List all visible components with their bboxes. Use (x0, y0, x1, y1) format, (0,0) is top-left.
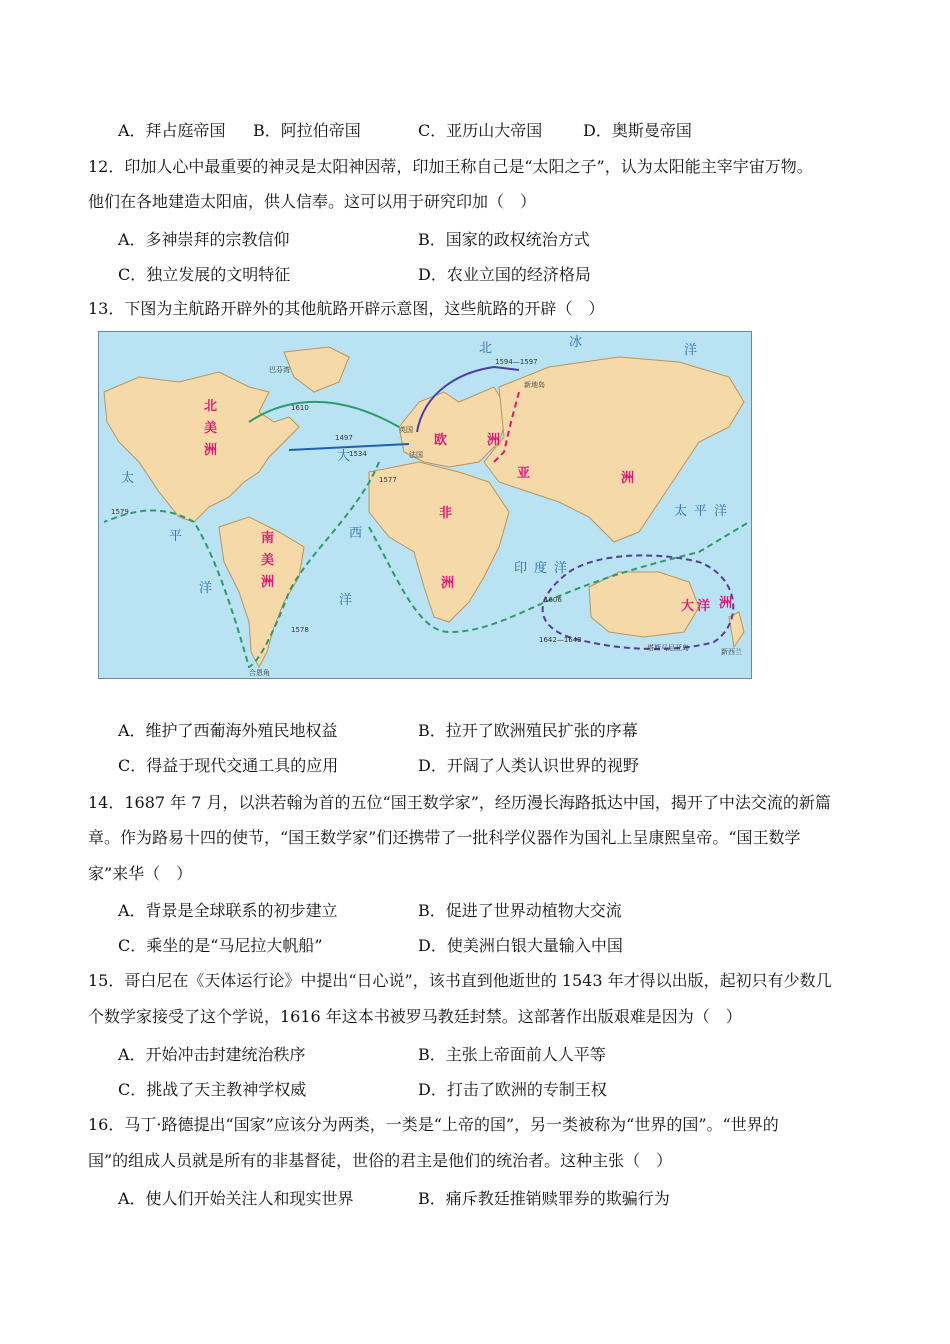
label-asia-1: 亚 (517, 466, 531, 481)
q12-option-a: A．多神崇拜的宗教信仰 (118, 230, 290, 249)
q16-stem-line2: 国”的组成人员就是所有的非基督徒，世俗的君主是他们的统治者。这种主张（ ） (88, 1151, 673, 1170)
label-year-1579: 1579 (111, 508, 129, 516)
q13-option-c: C．得益于现代交通工具的应用 (118, 756, 339, 775)
q11-option-a: A．拜占庭帝国 (118, 121, 226, 140)
label-north-america-3: 洲 (204, 443, 218, 458)
label-year-1497: 1497 (335, 434, 353, 442)
label-pacific-right-3: 洋 (714, 504, 728, 519)
label-england: 英国 (399, 426, 413, 434)
label-atlantic-1: 大 (337, 449, 351, 464)
greenland-shape (284, 347, 349, 392)
label-year-1610: 1610 (291, 404, 309, 412)
africa-shape (369, 462, 509, 622)
q15-option-d: D．打击了欧洲的专制王权 (418, 1080, 607, 1099)
label-pacific-left-1: 太 (121, 471, 135, 486)
voyage-map (98, 331, 752, 679)
label-year-1642: 1642—1643 (539, 636, 582, 644)
label-indian-3: 洋 (554, 561, 568, 576)
label-year-1577: 1577 (379, 476, 397, 484)
label-cape-horn: 合恩角 (249, 669, 270, 677)
label-north-america-2: 美 (204, 421, 218, 436)
label-tasmania: 塔斯马尼亚岛 (647, 644, 689, 652)
q15-stem-line1: 15．哥白尼在《天体运行论》中提出“日心说”，该书直到他逝世的 1543 年才得以出版，起初只有少数几 (88, 971, 832, 990)
q12-option-d: D．农业立国的经济格局 (418, 265, 591, 284)
label-france: 法国 (409, 451, 423, 459)
q14-stem-line3: 家”来华（ ） (88, 864, 193, 883)
label-year-1578: 1578 (291, 626, 309, 634)
label-oceania-1: 大 (681, 599, 695, 614)
q11-option-d: D．奥斯曼帝国 (583, 121, 692, 140)
q13-option-b: B．拉开了欧洲殖民扩张的序幕 (418, 721, 638, 740)
label-south-america-2: 美 (261, 553, 275, 568)
label-north-america-1: 北 (204, 399, 218, 414)
label-baffin-bay: 巴芬湾 (269, 366, 290, 374)
label-africa-1: 非 (439, 506, 453, 521)
label-indian-2: 度 (534, 561, 548, 576)
q16-stem-line1: 16．马丁·路德提出“国家”应该分为两类，一类是“上帝的国”，另一类被称为“世界的国”。“世界的 (88, 1115, 779, 1134)
q13-stem: 13．下图为主航路开辟外的其他航路开辟示意图，这些航路的开辟（ ） (88, 299, 605, 318)
label-arctic-3: 洋 (684, 343, 698, 358)
label-year-1534: 1534 (349, 450, 367, 458)
q15-option-b: B．主张上帝面前人人平等 (418, 1045, 606, 1064)
q12-stem-line2: 他们在各地建造太阳庙，供人信奉。这可以用于研究印加（ ） (88, 192, 537, 211)
q14-stem-line2: 章。作为路易十四的使节，“国王数学家”们还携带了一批科学仪器作为国礼上呈康熙皇帝。“国王数学 (88, 828, 801, 847)
label-indian-1: 印 (514, 561, 528, 576)
q11-option-b: B．阿拉伯帝国 (253, 121, 361, 140)
label-south-america-3: 洲 (261, 575, 275, 590)
label-pacific-right-2: 平 (694, 504, 708, 519)
q15-option-c: C．挑战了天主教神学权威 (118, 1080, 307, 1099)
q13-option-d: D．开阔了人类认识世界的视野 (418, 756, 639, 775)
label-pacific-left-2: 平 (169, 529, 183, 544)
label-atlantic-2: 西 (349, 526, 363, 541)
world-map-svg (99, 332, 751, 678)
label-year-1606: 1606 (544, 596, 562, 604)
label-south-america-1: 南 (261, 531, 275, 546)
label-new-zealand: 新西兰 (721, 648, 742, 656)
q11-option-c: C．亚历山大帝国 (418, 121, 543, 140)
q16-option-b: B．痛斥教廷推销赎罪券的欺骗行为 (418, 1189, 670, 1208)
label-year-1594: 1594—1597 (495, 358, 538, 366)
label-pacific-right-1: 太 (674, 504, 688, 519)
q12-stem-line1: 12．印加人心中最重要的神灵是太阳神因蒂，印加王称自己是“太阳之子”，认为太阳能主宰宇宙万物。 (88, 157, 813, 176)
label-europe-2: 洲 (487, 433, 501, 448)
q13-option-a: A．维护了西葡海外殖民地权益 (118, 721, 338, 740)
q12-option-b: B．国家的政权统治方式 (418, 230, 590, 249)
label-novaya-zemlya: 新地岛 (524, 381, 545, 389)
north-america-shape (104, 372, 299, 522)
label-pacific-left-3: 洋 (199, 581, 213, 596)
label-oceania-2: 洋 (697, 599, 711, 614)
q12-option-c: C．独立发展的文明特征 (118, 265, 291, 284)
q14-stem-line1: 14．1687 年 7 月，以洪若翰为首的五位“国王数学家”，经历漫长海路抵达中国，揭开了中法交流的新篇 (88, 793, 831, 812)
label-oceania-3: 洲 (719, 596, 733, 611)
label-asia-2: 洲 (621, 471, 635, 486)
q14-option-a: A．背景是全球联系的初步建立 (118, 901, 338, 920)
q16-option-a: A．使人们开始关注人和现实世界 (118, 1189, 354, 1208)
q14-option-b: B．促进了世界动植物大交流 (418, 901, 622, 920)
label-europe-1: 欧 (434, 433, 448, 448)
q15-option-a: A．开始冲击封建统治秩序 (118, 1045, 306, 1064)
label-africa-2: 洲 (441, 576, 455, 591)
q14-option-d: D．使美洲白银大量输入中国 (418, 936, 623, 955)
label-arctic-1: 北 (479, 341, 493, 356)
q14-option-c: C．乘坐的是“马尼拉大帆船” (118, 936, 323, 955)
label-arctic-2: 冰 (569, 335, 583, 350)
label-atlantic-3: 洋 (339, 593, 353, 608)
q15-stem-line2: 个数学家接受了这个学说，1616 年这本书被罗马教廷封禁。这部著作出版艰难是因为（ ） (88, 1007, 742, 1026)
